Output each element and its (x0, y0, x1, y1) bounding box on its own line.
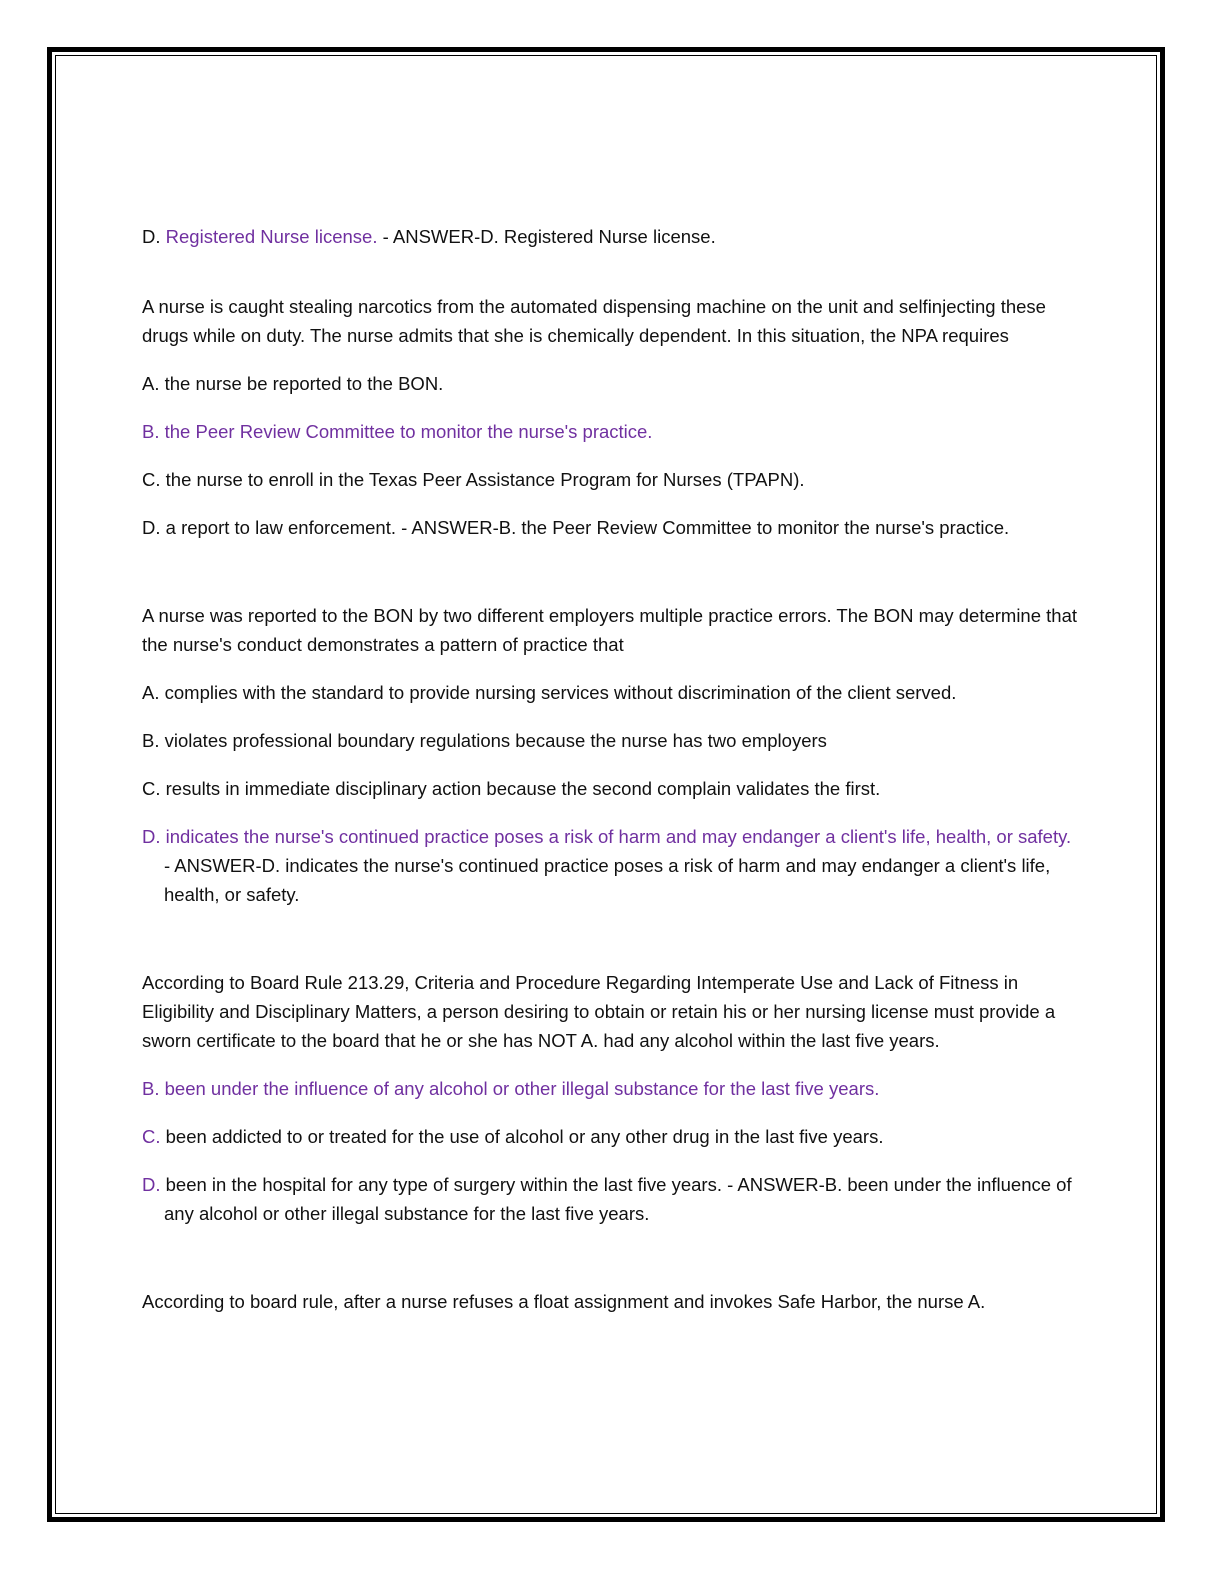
q2-option-a (142, 678, 1082, 707)
q3-stem: According to Board Rule 213.29, Criteria and Procedure Regarding Intemperate Use and Lack of Fitness in Eligibility and Disciplinary Matters, a person desiring to obtain or retain his or her nursing license must provide a sworn certificate to the board that he or she has NOT A. had any alcohol within the last five years. (142, 972, 1056, 1051)
q1-d-letter: D. (142, 517, 161, 538)
q1-c-letter: C. (142, 469, 161, 490)
q2-d-text: indicates the nurse's continued practice poses a risk of harm and may endanger a client's life, health, or safety. (165, 826, 1072, 847)
q4-stem: According to board rule, after a nurse refuses a float assignment and invokes Safe Harbor, the nurse A. (142, 1291, 986, 1312)
q3-d-letter: D. (142, 1174, 161, 1195)
q2-c-text: results in immediate disciplinary action because the second complain validates the first. (165, 778, 881, 799)
q2-option-b (142, 726, 1082, 755)
q2-a-text: complies with the standard to provide nursing services without discrimination of the client served. (164, 682, 957, 703)
q3-c-text: been addicted to or treated for the use of alcohol or any other drug in the last five years. (165, 1126, 884, 1147)
q2-c-letter: C. (142, 778, 161, 799)
q1-option-d (142, 513, 1082, 542)
q2-option-c (142, 774, 1082, 803)
q0-d-answer: - ANSWER-D. Registered Nurse license. (377, 226, 716, 247)
q0-option-d (142, 222, 1082, 251)
q1-c-text: the nurse to enroll in the Texas Peer Assistance Program for Nurses (TPAPN). (165, 469, 805, 490)
q3-b-letter: B. (142, 1078, 160, 1099)
q3-option-c (142, 1122, 1082, 1151)
q0-d-letter: D. (142, 226, 161, 247)
q1-b-text: the Peer Review Committee to monitor the nurse's practice. (164, 421, 653, 442)
q3-c-letter: C. (142, 1126, 161, 1147)
q2-stem: A nurse was reported to the BON by two different employers multiple practice errors. The BON may determine that the nurse's conduct demonstrates a pattern of practice that (142, 605, 1078, 655)
document-body (142, 222, 1082, 1316)
q3-b-text: been under the influence of any alcohol or other illegal substance for the last five years. (164, 1078, 880, 1099)
q1-d-text: a report to law enforcement. - ANSWER-B. the Peer Review Committee to monitor the nurse's practice. (165, 517, 1010, 538)
q1-stem: A nurse is caught stealing narcotics from the automated dispensing machine on the unit and selfinjecting these drugs while on duty. The nurse admits that she is chemically dependent. In this situation, the NPA requires (142, 296, 1046, 346)
q2-b-letter: B. (142, 730, 160, 751)
q0-d-text: Registered Nurse license. (165, 226, 378, 247)
q1-option-b (142, 417, 1082, 446)
q2-b-text: violates professional boundary regulations because the nurse has two employers (164, 730, 827, 751)
q3-option-b (142, 1074, 1082, 1103)
q2-a-letter: A. (142, 682, 160, 703)
q1-a-letter: A. (142, 373, 160, 394)
q1-b-letter: B. (142, 421, 160, 442)
q3-option-d (142, 1170, 1082, 1228)
q3-d-text: been in the hospital for any type of surgery within the last five years. - ANSWER-B. been under the influence of any alcohol or other illegal substance for the last five years. (164, 1174, 1072, 1224)
q2-d-answer: - ANSWER-D. indicates the nurse's continued practice poses a risk of harm and may endanger a client's life, health, or safety. (164, 855, 1051, 905)
q1-option-a (142, 369, 1082, 398)
q2-option-d (142, 822, 1082, 909)
q1-option-c (142, 465, 1082, 494)
q1-a-text: the nurse be reported to the BON. (164, 373, 444, 394)
q2-d-letter: D. (142, 826, 161, 847)
